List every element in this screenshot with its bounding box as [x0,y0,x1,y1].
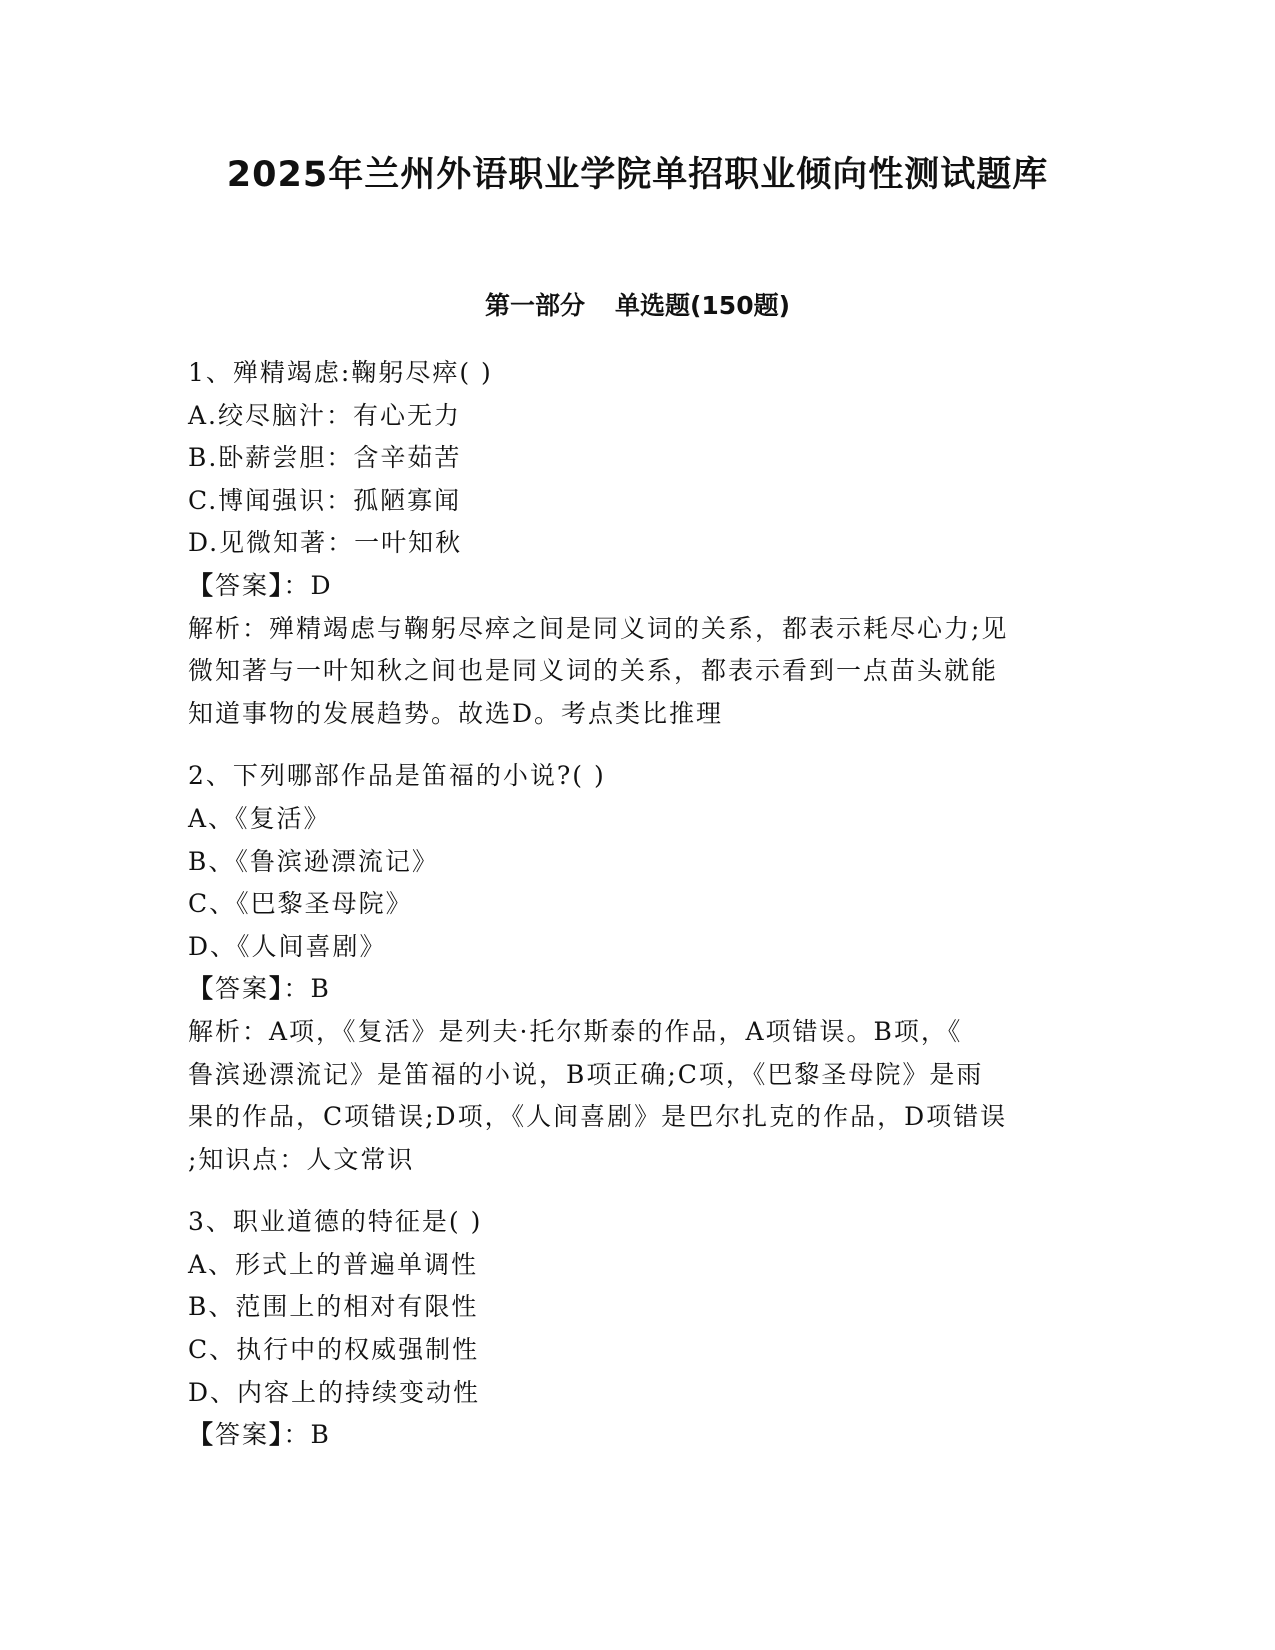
analysis-line: 微知著与一叶知秋之间也是同义词的关系，都表示看到一点苗头就能 [188,656,999,686]
question-stem: 3、职业道德的特征是( ) [188,1207,483,1237]
analysis-line: ;知识点：人文常识 [188,1144,415,1174]
option-d: D.见微知著：一叶知秋 [188,528,463,558]
question-list [188,352,1088,1457]
section-heading [0,288,1275,324]
answer-label: 答案 [215,570,270,600]
option-d: D、内容上的持续变动性 [188,1377,481,1407]
answer-line: 【答案】：D [188,570,333,600]
answer-value: ：D [283,570,333,600]
analysis-line: 解析：殚精竭虑与鞠躬尽瘁之间是同义词的关系，都表示耗尽心力;见 [188,613,1009,643]
answer-line: 【答案】：B [188,1420,331,1450]
question-1 [188,352,1088,735]
answer-value: ：B [283,974,331,1004]
section-name: 单选题(150题) [614,291,791,320]
option-a: A、《复活》 [188,803,331,833]
option-d: D、《人间喜剧》 [188,931,387,961]
option-b: B.卧薪尝胆：含辛茹苦 [188,443,462,473]
option-b: B、《鲁滨逊漂流记》 [188,846,439,876]
answer-value: ：B [283,1420,331,1450]
analysis-line: 解析：A项，《复活》是列夫·托尔斯泰的作品，A项错误。B项，《 [188,1016,963,1046]
answer-label: 答案 [215,1420,270,1450]
option-b: B、范围上的相对有限性 [188,1292,479,1322]
question-stem: 2、下列哪部作品是笛福的小说?( ) [188,761,606,791]
analysis-line: 知道事物的发展趋势。故选D。考点类比推理 [188,698,724,728]
question-3 [188,1201,1088,1457]
option-a: A.绞尽脑汁：有心无力 [188,400,462,430]
section-part: 第一部分 [484,291,585,320]
document-title: 2025年兰州外语职业学院单招职业倾向性测试题库 [226,155,1049,195]
question-stem: 1、殚精竭虑:鞠躬尽瘁( ) [188,358,493,387]
analysis-line: 鲁滨逊漂流记》是笛福的小说，B项正确;C项，《巴黎圣母院》是雨 [188,1059,984,1089]
option-c: C、执行中的权威强制性 [188,1335,480,1365]
option-a: A、形式上的普遍单调性 [188,1249,479,1279]
answer-label: 答案 [215,974,270,1004]
analysis-line: 果的作品，C项错误;D项，《人间喜剧》是巴尔扎克的作品，D项错误 [188,1102,1008,1132]
question-2 [188,755,1088,1181]
option-c: C.博闻强识：孤陋寡闻 [188,485,462,515]
answer-line: 【答案】：B [188,974,331,1004]
option-c: C、《巴黎圣母院》 [188,889,413,919]
